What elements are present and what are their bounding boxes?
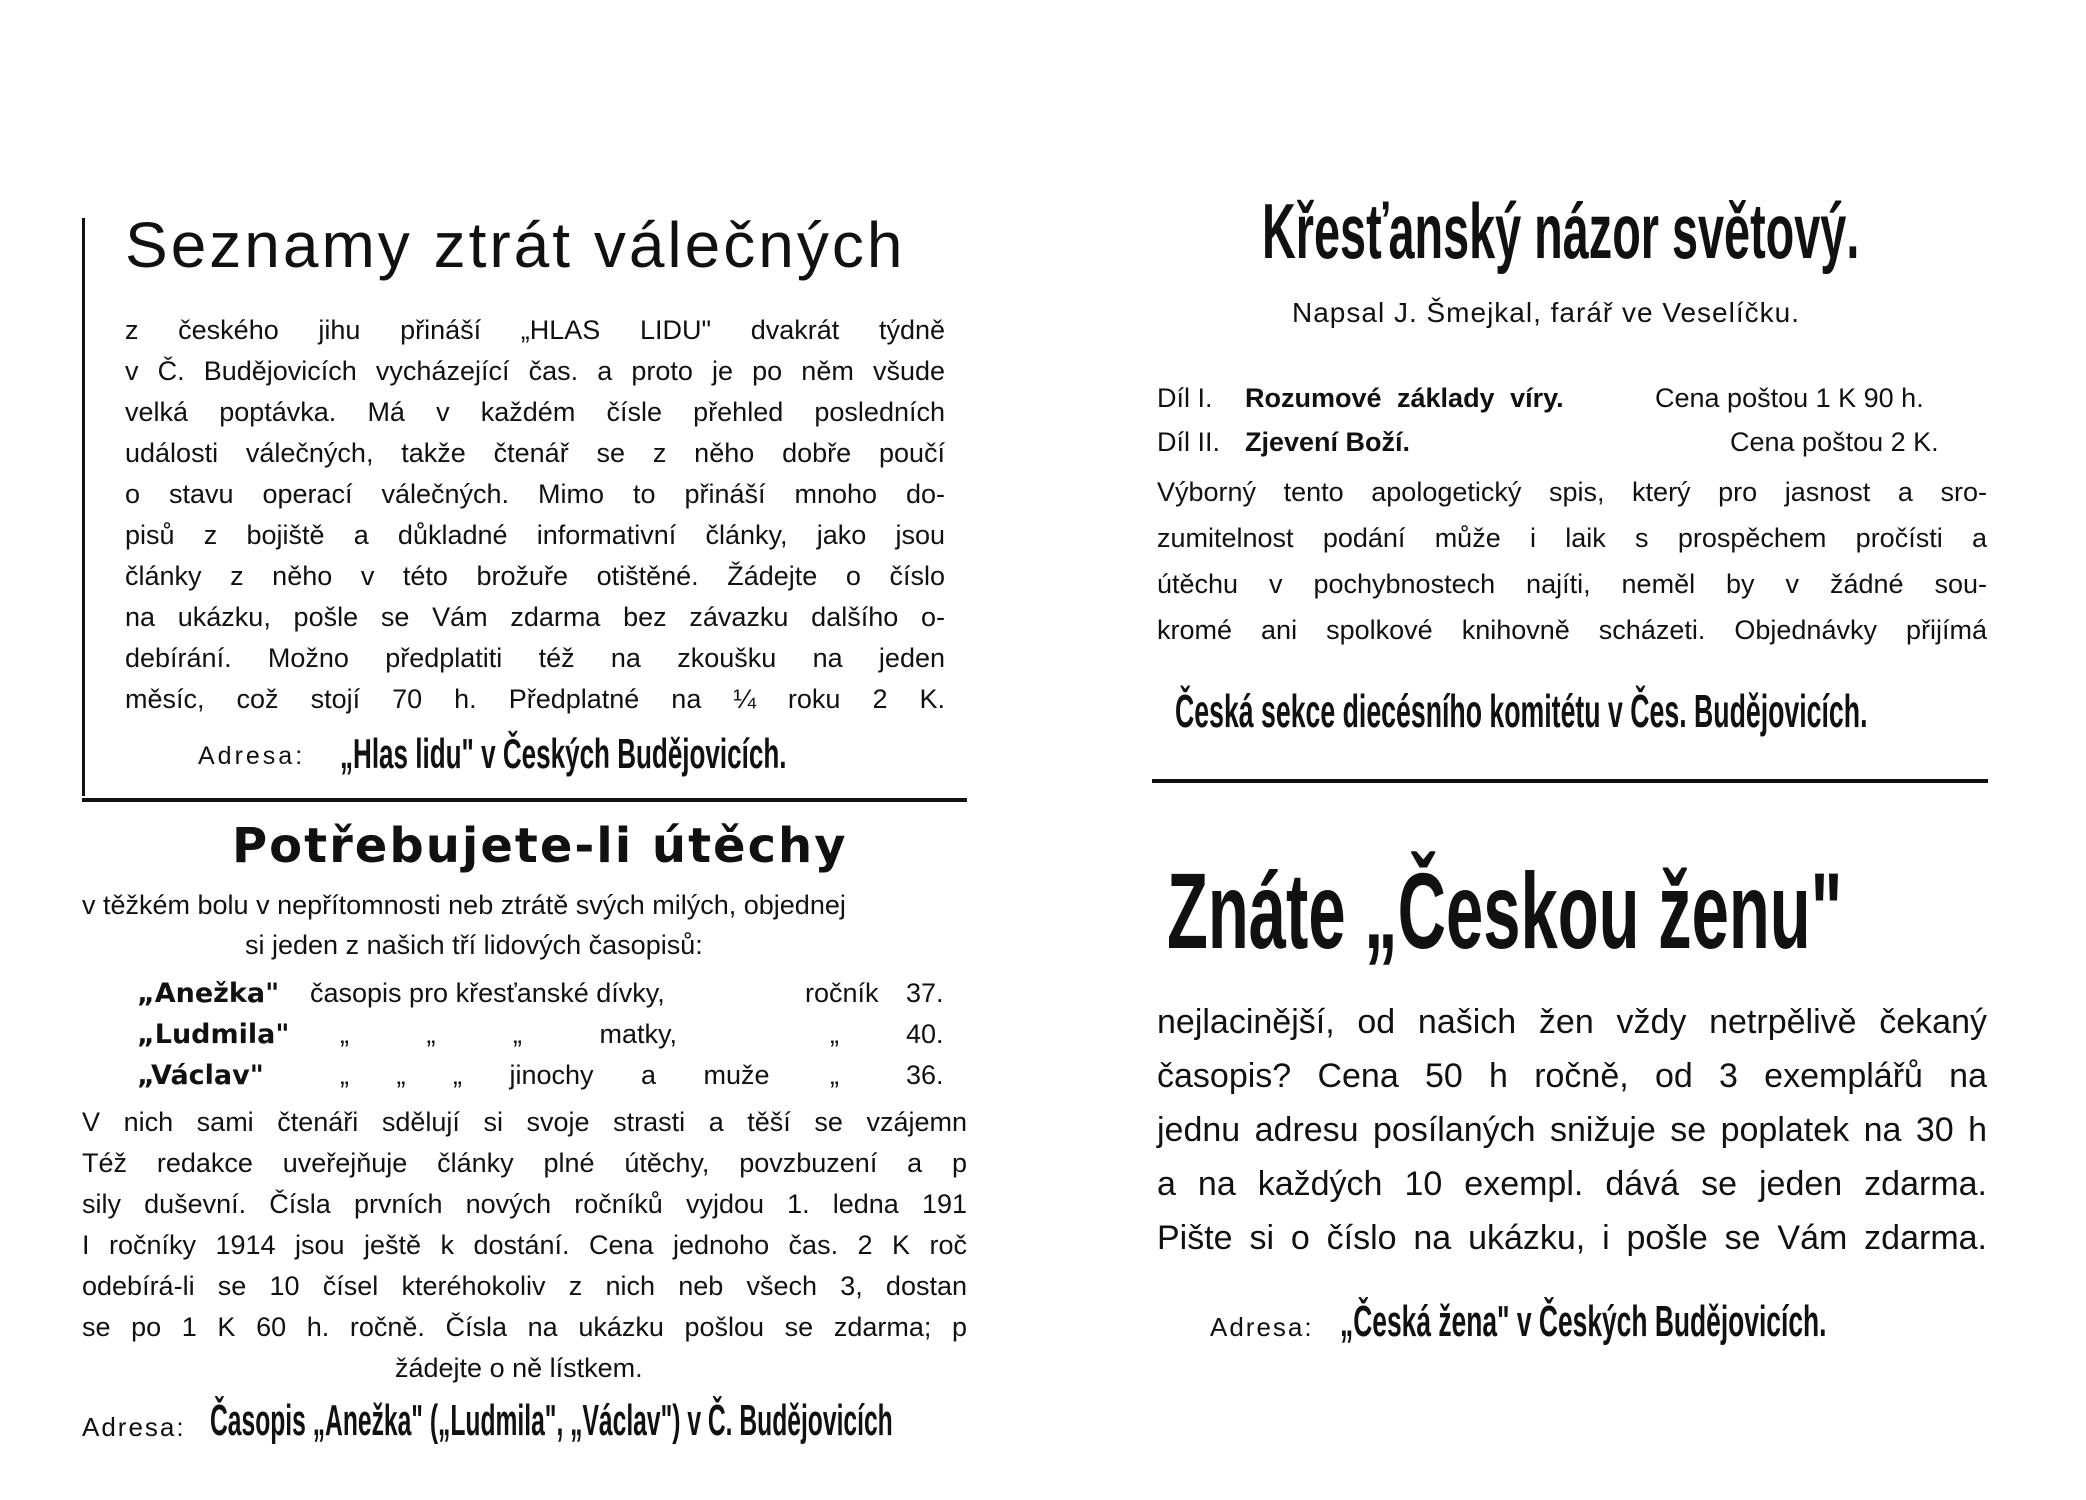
ad4-line: a na každých 10 exempl. dává se jeden zdarma. bbox=[1157, 1165, 1987, 1203]
part-number: Díl I. bbox=[1157, 383, 1213, 413]
ad1-line: z českého jihu přináší „HLAS LIDU" dvakrát týdně bbox=[125, 315, 945, 345]
magazine-volume: 40. bbox=[906, 1019, 944, 1049]
ad3-line: kromé ani spolkové knihovně scházeti. Objednávky přijímá bbox=[1157, 615, 1987, 645]
ad2-intro-line: v těžkém bolu v nepřítomnosti neb ztrátě svých milých, objednej bbox=[82, 890, 846, 920]
part-price: Cena poštou 2 K. bbox=[1730, 427, 1939, 457]
ad1-line: o stavu operací válečných. Mimo to přináší mnoho do- bbox=[125, 479, 945, 509]
ad1-address-label: Adresa: bbox=[198, 742, 306, 770]
ad3-publisher: Česká sekce diecésního komitétu v Čes. Budějovicích. bbox=[1175, 685, 1868, 737]
ad4-title: Znáte „Českou ženu" bbox=[1167, 850, 1843, 971]
part-price: Cena poštou 1 K 90 h. bbox=[1655, 383, 1924, 413]
ad2-line: žádejte o ně lístkem. bbox=[395, 1353, 643, 1383]
magazine-desc: časopis pro křesťanské dívky, bbox=[310, 978, 665, 1008]
ad1-line: pisů z bojiště a důkladné informativní články, jako jsou bbox=[125, 520, 945, 550]
magazine-name: „Ludmila" bbox=[137, 1019, 290, 1050]
ad2-line: I ročníky 1914 jsou ještě k dostání. Cena jednoho čas. 2 K roč bbox=[82, 1230, 967, 1260]
ad1-line: v Č. Budějovicích vycházející čas. a proto je po něm všude bbox=[125, 356, 945, 386]
ad1-address: „Hlas lidu" v Českých Budějovicích. bbox=[340, 730, 787, 777]
ad2-line: sily duševní. Čísla prvních nových ročníků vyjdou 1. ledna 191 bbox=[82, 1189, 967, 1219]
ad2-title: Potřebujete-li útěchy bbox=[232, 818, 848, 874]
magazine-desc: „ „ „ matky, bbox=[340, 1019, 677, 1049]
ad2-address-label: Adresa: bbox=[82, 1412, 186, 1442]
part-name: Rozumové základy víry. bbox=[1245, 383, 1564, 413]
ad3-line: útěchu v pochybnostech najíti, neměl by v žádné sou- bbox=[1157, 569, 1987, 599]
part-name: Zjevení Boží. bbox=[1245, 427, 1411, 457]
ad1-line: události válečných, takže čtenář se z něho dobře poučí bbox=[125, 438, 945, 468]
ad1-line: debírání. Možno předplatiti též na zkoušku na jeden bbox=[125, 643, 945, 673]
magazine-label: „ bbox=[830, 1060, 839, 1090]
ad2-address: Časopis „Anežka" („Ludmila", „Václav") v Č. Budějovicích bbox=[210, 1396, 893, 1445]
ad3-line: Výborný tento apologetický spis, který pro jasnost a sro- bbox=[1157, 477, 1987, 507]
ad4-line: nejlacinější, od našich žen vždy netrpělivě čekaný bbox=[1157, 1003, 1987, 1041]
ad2-line: odebírá-li se 10 čísel kteréhokoliv z nich neb všech 3, dostan bbox=[82, 1271, 967, 1301]
ad2-line: Též redakce uveřejňuje články plné útěchy, povzbuzení a p bbox=[82, 1148, 967, 1178]
right-divider bbox=[1152, 779, 1988, 783]
ad3-title: Křesťanský názor světový. bbox=[1262, 187, 1860, 275]
ad2-line: se po 1 K 60 h. ročně. Čísla na ukázku pošlou se zdarma; p bbox=[82, 1312, 967, 1342]
ad4-address-label: Adresa: bbox=[1210, 1312, 1314, 1342]
ad1-title: Seznamy ztrát válečných bbox=[125, 209, 906, 281]
magazine-label: „ bbox=[830, 1019, 839, 1049]
ad3-line: zumitelnost podání může i laik s prospěchem pročísti a bbox=[1157, 523, 1987, 553]
left-divider bbox=[82, 798, 967, 802]
ad1-line: měsíc, což stojí 70 h. Předplatné na ¼ roku 2 K. bbox=[125, 684, 945, 714]
magazine-name: „Václav" bbox=[137, 1060, 264, 1091]
ad4-address: „Česká žena" v Českých Budějovicích. bbox=[1340, 1297, 1827, 1346]
ad3-author: Napsal J. Šmejkal, farář ve Veselíčku. bbox=[1292, 297, 1800, 328]
left-vertical-rule bbox=[82, 218, 85, 796]
ad2-line: V nich sami čtenáři sdělují si svoje strasti a těší se vzájemn bbox=[82, 1107, 967, 1137]
magazine-label: ročník bbox=[805, 978, 879, 1008]
ad2-intro-line: si jeden z našich tří lidových časopisů: bbox=[245, 930, 703, 960]
magazine-desc: „ „ „ jinochy a muže bbox=[340, 1060, 770, 1090]
ad4-line: časopis? Cena 50 h ročně, od 3 exemplářů na bbox=[1157, 1057, 1987, 1095]
magazine-volume: 36. bbox=[906, 1060, 944, 1090]
ad1-line: velká poptávka. Má v každém čísle přehled posledních bbox=[125, 397, 945, 427]
magazine-volume: 37. bbox=[906, 978, 944, 1008]
ad4-line: Pište si o číslo na ukázku, i pošle se Vám zdarma. bbox=[1157, 1219, 1987, 1257]
ad1-line: články z něho v této brožuře otištěné. Žádejte o číslo bbox=[125, 561, 945, 591]
ad1-line: na ukázku, pošle se Vám zdarma bez závazku dalšího o- bbox=[125, 602, 945, 632]
part-number: Díl II. bbox=[1157, 427, 1221, 457]
ad4-line: jednu adresu posílaných snižuje se poplatek na 30 h bbox=[1157, 1111, 1987, 1149]
magazine-name: „Anežka" bbox=[137, 978, 280, 1009]
